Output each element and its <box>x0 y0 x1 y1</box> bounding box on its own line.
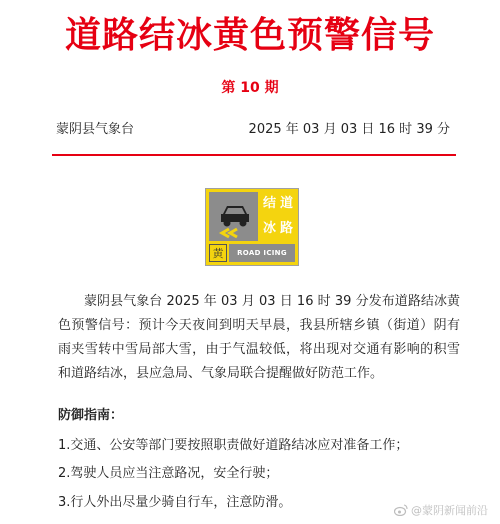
guide-item: 3.行人外出尽量少骑自行车，注意防滑。 <box>58 495 292 510</box>
badge-char: 道 <box>279 196 293 211</box>
header-divider <box>52 154 456 156</box>
watermark-text: @蒙阴新闻前沿 <box>411 504 488 517</box>
badge-char: 结 <box>262 196 276 211</box>
badge-color-label: 黄 <box>209 244 227 262</box>
weibo-watermark <box>394 502 488 518</box>
issuer-name: 蒙阴县气象台 <box>56 122 135 137</box>
badge-chinese-chars <box>261 192 295 241</box>
defense-guide-heading: 防御指南： <box>58 408 124 423</box>
badge-char: 冰 <box>262 220 276 236</box>
warning-body-paragraph: 蒙阴县气象台 2025 年 03 月 03 日 16 时 39 分发布道路结冰黄色预警信号：预计今天夜间到明天早晨，我县所辖乡镇（街道）阴有雨夹雪转中雪局部大雪，由于气温较低，将出现对交通有影响的积雪和道路结冰，县应急局、气象局联合提醒做好防范工作。 <box>58 294 460 381</box>
skidding-car-icon <box>209 192 258 241</box>
badge-char: 路 <box>279 220 293 236</box>
issue-number: 第 10 期 <box>221 80 279 96</box>
badge-english-label: ROAD ICING <box>229 244 295 262</box>
road-icing-warning-badge <box>205 188 299 266</box>
issue-datetime: 2025 年 03 月 03 日 16 时 39 分 <box>248 122 450 137</box>
warning-title: 道路结冰黄色预警信号 <box>64 15 435 56</box>
guide-item: 2.驾驶人员应当注意路况，安全行驶； <box>58 466 279 481</box>
guide-item: 1.交通、公安等部门要按照职责做好道路结冰应对准备工作； <box>58 438 409 453</box>
weibo-logo-icon <box>394 504 408 516</box>
